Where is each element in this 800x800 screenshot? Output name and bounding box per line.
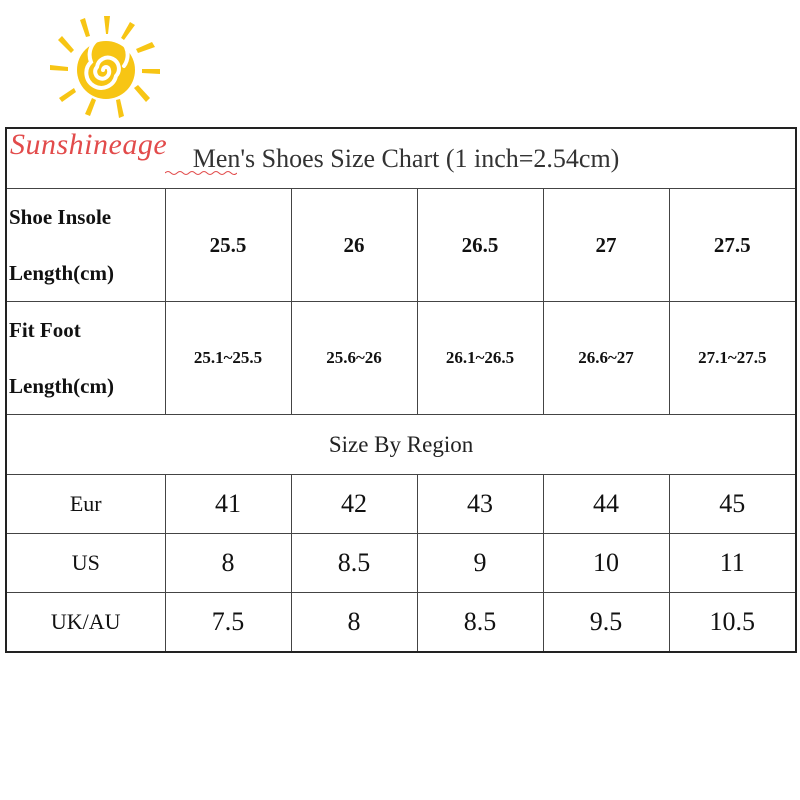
insole-value: 27 [543, 189, 669, 302]
fit-foot-value: 25.1~25.5 [165, 302, 291, 415]
insole-label-line1: Shoe Insole [9, 205, 112, 229]
region-value: 45 [669, 475, 796, 534]
region-value: 8 [165, 534, 291, 593]
fit-foot-label-line2: Length(cm) [9, 374, 114, 398]
insole-value: 27.5 [669, 189, 796, 302]
region-label: Eur [6, 475, 165, 534]
region-label: UK/AU [6, 593, 165, 653]
fit-foot-label [6, 302, 165, 415]
region-label: US [6, 534, 165, 593]
region-value: 43 [417, 475, 543, 534]
chart-title: Men's Shoes Size Chart (1 inch=2.54cm) [6, 128, 796, 189]
section-label: Size By Region [6, 415, 796, 475]
fit-foot-value: 26.6~27 [543, 302, 669, 415]
region-value: 44 [543, 475, 669, 534]
region-value: 7.5 [165, 593, 291, 653]
insole-value: 25.5 [165, 189, 291, 302]
region-value: 10 [543, 534, 669, 593]
section-row [6, 415, 796, 475]
fit-foot-row [6, 302, 796, 415]
region-value: 10.5 [669, 593, 796, 653]
insole-row [6, 189, 796, 302]
spellcheck-underline [165, 170, 237, 176]
size-chart-table [5, 127, 797, 653]
insole-label-line2: Length(cm) [9, 261, 114, 285]
region-value: 41 [165, 475, 291, 534]
insole-value: 26 [291, 189, 417, 302]
region-value: 8 [291, 593, 417, 653]
region-value: 8.5 [291, 534, 417, 593]
region-row-eur [6, 475, 796, 534]
region-value: 9 [417, 534, 543, 593]
region-row-us [6, 534, 796, 593]
region-value: 9.5 [543, 593, 669, 653]
fit-foot-value: 27.1~27.5 [669, 302, 796, 415]
region-value: 42 [291, 475, 417, 534]
region-value: 8.5 [417, 593, 543, 653]
sun-logo-icon [44, 12, 172, 124]
brand-name: Sunshineage [10, 128, 168, 161]
insole-value: 26.5 [417, 189, 543, 302]
fit-foot-value: 26.1~26.5 [417, 302, 543, 415]
fit-foot-label-line1: Fit Foot [9, 318, 81, 342]
insole-label [6, 189, 165, 302]
fit-foot-value: 25.6~26 [291, 302, 417, 415]
region-row-uk-au [6, 593, 796, 653]
region-value: 11 [669, 534, 796, 593]
